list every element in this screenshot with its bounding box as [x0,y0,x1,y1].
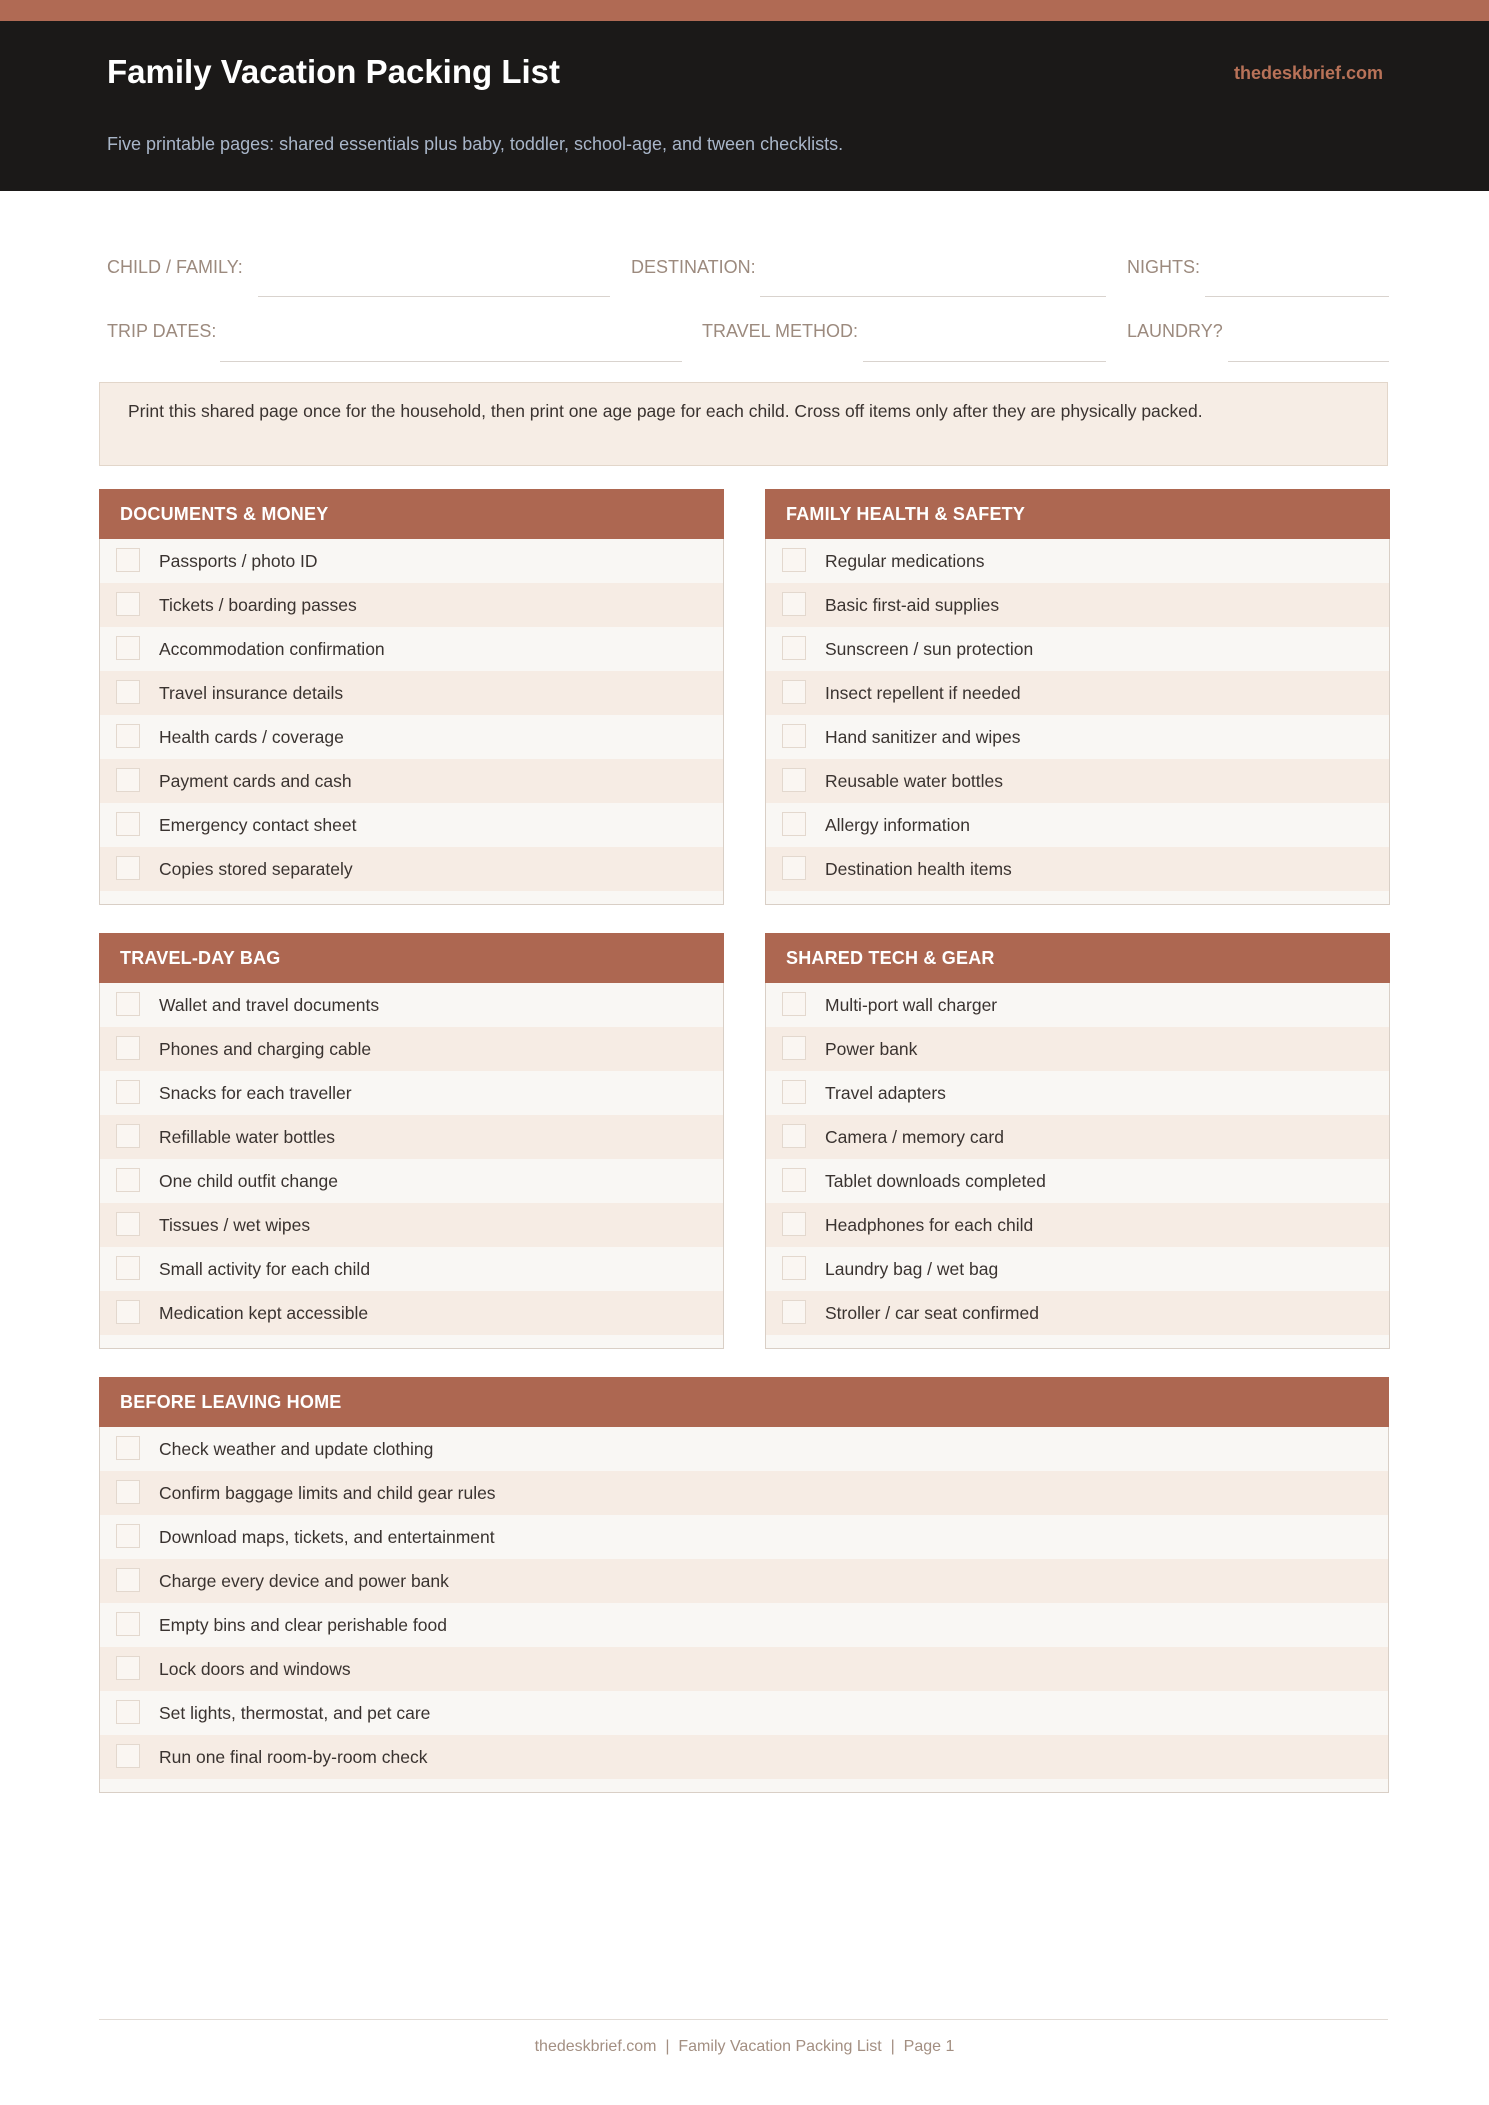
checklist-item [766,1071,1389,1115]
travel-method-field[interactable] [863,361,1106,362]
checklist-item [766,1203,1389,1247]
checkbox[interactable] [116,1036,140,1060]
travel-method-label: TRAVEL METHOD: [702,321,859,341]
page-footer: thedeskbrief.com | Family Vacation Packing List | Page 1 [534,2038,955,2055]
checklist-item-label: Laundry bag / wet bag [825,1259,999,1279]
checkbox[interactable] [782,548,806,572]
checklist-item-label: Medication kept accessible [159,1303,369,1323]
checkbox[interactable] [782,1036,806,1060]
checklist-item [766,715,1389,759]
checkbox[interactable] [116,1168,140,1192]
checkbox[interactable] [116,724,140,748]
checklist-item-label: Tablet downloads completed [825,1171,1046,1191]
checklist-item-label: Multi-port wall charger [825,995,998,1015]
checklist-item [100,1691,1388,1735]
nights-label: NIGHTS: [1127,257,1201,277]
checkbox[interactable] [782,1168,806,1192]
checklist-item-label: Emergency contact sheet [159,815,357,835]
checkbox[interactable] [116,548,140,572]
checklist-item [100,1647,1388,1691]
section-travel-day-bag [99,933,724,1349]
checkbox[interactable] [116,636,140,660]
checklist-item [100,1115,723,1159]
checkbox[interactable] [782,636,806,660]
footer-divider [99,2019,1388,2020]
section-shared-tech-gear [765,933,1390,1349]
checkbox[interactable] [782,992,806,1016]
section-title: DOCUMENTS & MONEY [99,489,724,539]
checkbox[interactable] [782,592,806,616]
checkbox[interactable] [116,1480,140,1504]
checklist-item-label: Destination health items [825,859,1012,879]
checkbox[interactable] [116,1524,140,1548]
checkbox[interactable] [782,768,806,792]
checklist-item-label: Payment cards and cash [159,771,352,791]
checklist-item [100,1203,723,1247]
checklist-item-label: Insect repellent if needed [825,683,1021,703]
checklist-item [100,1735,1388,1779]
checklist [766,983,1389,1335]
checkbox[interactable] [782,856,806,880]
checkbox[interactable] [782,1300,806,1324]
checklist-item [100,759,723,803]
checkbox[interactable] [116,992,140,1016]
checklist-item-label: Regular medications [825,551,985,571]
checklist-item-label: Tissues / wet wipes [159,1215,311,1235]
checklist-item [766,759,1389,803]
checklist-item-label: Refillable water bottles [159,1127,336,1147]
checkbox[interactable] [782,812,806,836]
page-subtitle: Five printable pages: shared essentials plus baby, toddler, school-age, and tween checklists. [107,134,844,154]
checklist-item [100,1603,1388,1647]
checklist-item [766,1291,1389,1335]
checklist-item-label: Camera / memory card [825,1127,1004,1147]
checkbox[interactable] [116,1256,140,1280]
checklist-item [100,1027,723,1071]
checkbox[interactable] [116,1612,140,1636]
checklist-item [100,1247,723,1291]
checklist-item-label: Wallet and travel documents [159,995,380,1015]
laundry-field[interactable] [1228,361,1389,362]
laundry-label: LAUNDRY? [1127,321,1223,341]
checkbox[interactable] [116,1436,140,1460]
checkbox[interactable] [782,1124,806,1148]
instruction-note [99,382,1388,466]
checklist-item [766,671,1389,715]
checklist [100,539,723,891]
page-header [0,21,1489,191]
checkbox[interactable] [116,1568,140,1592]
checklist-item-label: Empty bins and clear perishable food [159,1615,447,1635]
trip-dates-label: TRIP DATES: [107,321,217,341]
checklist-item-label: Allergy information [825,815,970,835]
checkbox[interactable] [116,1300,140,1324]
checkbox[interactable] [116,1656,140,1680]
top-accent-bar [0,0,1489,21]
section-family-health-safety [765,489,1390,905]
checklist-item [100,583,723,627]
checkbox[interactable] [116,1700,140,1724]
checklist-item-label: Download maps, tickets, and entertainment [159,1527,495,1547]
checklist-item [100,1071,723,1115]
checklist-item [766,583,1389,627]
checklist-item [100,1471,1388,1515]
section-before-leaving-home [99,1377,1389,1793]
checklist-item-label: Lock doors and windows [159,1659,351,1679]
checklist-item-label: Travel insurance details [159,683,344,703]
checklist-item [100,715,723,759]
checklist-item-label: Hand sanitizer and wipes [825,727,1021,747]
destination-field[interactable] [760,296,1106,297]
checklist-item-label: Confirm baggage limits and child gear rules [159,1483,496,1503]
checklist-item [100,671,723,715]
checklist-item-label: Power bank [825,1039,918,1059]
checklist-item-label: Snacks for each traveller [159,1083,352,1103]
instruction-note-text: Print this shared page once for the household, then print one age page for each child. Cross off items only after they are physically packed. [128,401,1203,421]
section-title: TRAVEL-DAY BAG [99,933,724,983]
checklist-item [100,983,723,1027]
checklist-item-label: One child outfit change [159,1171,339,1191]
checklist-item [766,1159,1389,1203]
checkbox[interactable] [116,1080,140,1104]
checklist-item [766,627,1389,671]
checklist-item [100,803,723,847]
checklist-item-label: Sunscreen / sun protection [825,639,1034,659]
checklist-item [100,847,723,891]
checklist [766,539,1389,891]
checklist [100,1427,1388,1779]
checkbox[interactable] [116,1124,140,1148]
checkbox[interactable] [116,1212,140,1236]
checklist-item-label: Set lights, thermostat, and pet care [159,1703,431,1723]
checklist-item-label: Reusable water bottles [825,771,1004,791]
checkbox[interactable] [782,1256,806,1280]
checkbox[interactable] [782,724,806,748]
checklist-item-label: Stroller / car seat confirmed [825,1303,1039,1323]
child-family-field[interactable] [258,296,610,297]
checklist-item-label: Check weather and update clothing [159,1439,434,1459]
checklist-item [766,983,1389,1027]
checkbox[interactable] [116,812,140,836]
checklist-item-label: Health cards / coverage [159,727,344,747]
checklist-item [766,1027,1389,1071]
checklist-item [766,539,1389,583]
checkbox[interactable] [116,1744,140,1768]
checklist-item-label: Travel adapters [825,1083,946,1103]
checkbox[interactable] [782,1080,806,1104]
checklist [100,983,723,1335]
checklist-item [766,1247,1389,1291]
checklist-item [766,1115,1389,1159]
checklist-item [766,847,1389,891]
checklist-item-label: Run one final room-by-room check [159,1747,428,1767]
checklist-item-label: Accommodation confirmation [159,639,385,659]
child-family-label: CHILD / FAMILY: [107,257,243,277]
section-documents-money [99,489,724,905]
section-title: SHARED TECH & GEAR [765,933,1390,983]
checklist-item-label: Copies stored separately [159,859,353,879]
checklist-item-label: Phones and charging cable [159,1039,372,1059]
checklist-item [100,1291,723,1335]
checklist-item-label: Basic first-aid supplies [825,595,1000,615]
checklist-item-label: Passports / photo ID [159,551,318,571]
checkbox[interactable] [116,856,140,880]
brand-link[interactable]: thedeskbrief.com [1233,63,1383,83]
checklist-item [100,539,723,583]
checklist-item [100,627,723,671]
checklist-item [100,1427,1388,1471]
checkbox[interactable] [116,768,140,792]
page-title: Family Vacation Packing List [107,53,560,90]
checklist-item [766,803,1389,847]
checkbox[interactable] [116,680,140,704]
checklist-item-label: Headphones for each child [825,1215,1034,1235]
section-title: BEFORE LEAVING HOME [99,1377,1389,1427]
checkbox[interactable] [782,1212,806,1236]
trip-dates-field[interactable] [220,361,682,362]
checklist-item [100,1559,1388,1603]
checklist-item-label: Charge every device and power bank [159,1571,449,1591]
nights-field[interactable] [1205,296,1389,297]
checkbox[interactable] [116,592,140,616]
checkbox[interactable] [782,680,806,704]
checklist-item [100,1515,1388,1559]
checklist-item-label: Tickets / boarding passes [159,595,357,615]
destination-label: DESTINATION: [631,257,756,277]
section-title: FAMILY HEALTH & SAFETY [765,489,1390,539]
checklist-item-label: Small activity for each child [159,1259,371,1279]
checklist-item [100,1159,723,1203]
